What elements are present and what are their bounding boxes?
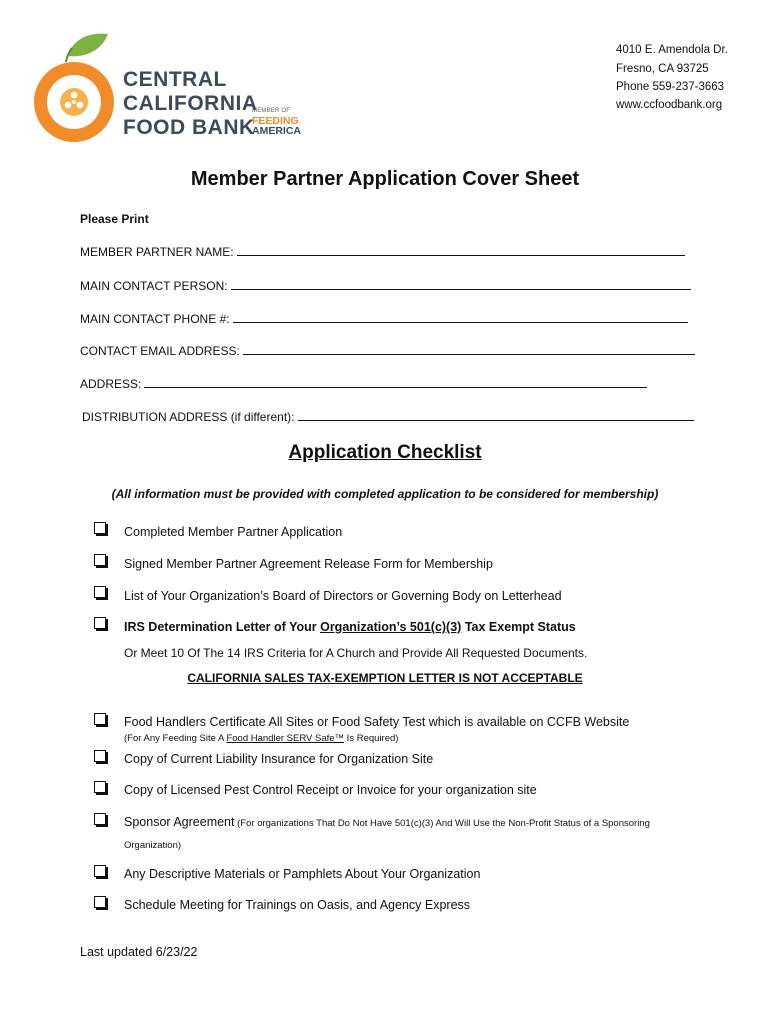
feeding-america-feeding: FEEDING: [252, 115, 299, 127]
sponsor-agreement-label: Sponsor Agreement: [124, 815, 235, 829]
checkbox-icon[interactable]: [94, 617, 106, 629]
irs-text-c: Tax Exempt Status: [461, 620, 576, 634]
food-handler-note-a: (For Any Feeding Site A: [124, 733, 227, 744]
food-handler-note: [124, 733, 398, 744]
address-web: www.ccfoodbank.org: [616, 99, 723, 111]
california-tax-note: CALIFORNIA SALES TAX-EXEMPTION LETTER IS NOT ACCEPTABLE: [187, 671, 583, 685]
checkbox-icon[interactable]: [94, 713, 106, 725]
address-line[interactable]: [144, 376, 647, 388]
checklist-item-irs: [124, 620, 576, 634]
main-contact-person-field: [80, 278, 691, 293]
irs-text-a: IRS Determination Letter of Your: [124, 620, 321, 634]
address-street: 4010 E. Amendola Dr.: [616, 44, 728, 56]
irs-text-b: Organization’s 501(c)(3): [320, 620, 462, 634]
address-city: Fresno, CA 93725: [616, 63, 709, 75]
checklist-item-sponsor: [124, 815, 650, 829]
sponsor-note: (For organizations That Do Not Have 501(c)(3) And Will Use the Non-Profit Status of a Sponsoring: [234, 818, 650, 829]
please-print-label: Please Print: [80, 212, 149, 226]
checklist-item-board: List of Your Organization’s Board of Directors or Governing Body on Letterhead: [124, 589, 562, 603]
main-contact-phone-line[interactable]: [233, 311, 688, 323]
checkbox-icon[interactable]: [94, 813, 106, 825]
checkbox-icon[interactable]: [94, 865, 106, 877]
sponsor-note-continued: Organization): [124, 840, 182, 851]
field-label: CONTACT EMAIL ADDRESS:: [80, 344, 240, 358]
feeding-america-america: AMERICA: [252, 125, 301, 137]
field-label: MAIN CONTACT PERSON:: [80, 279, 228, 293]
checklist-item-food-handlers: Food Handlers Certificate All Sites or Food Safety Test which is available on CCFB Website: [124, 715, 630, 729]
checklist-item-agreement: Signed Member Partner Agreement Release Form for Membership: [124, 557, 493, 571]
page-title: Member Partner Application Cover Sheet: [190, 168, 580, 190]
address-field: [80, 376, 647, 391]
checklist-note: (All information must be provided with completed application to be considered for membership): [111, 487, 659, 501]
main-contact-person-line[interactable]: [231, 278, 691, 290]
checklist-title: Application Checklist: [288, 442, 482, 463]
contact-email-field: [80, 343, 695, 358]
checklist-item-insurance: Copy of Current Liability Insurance for Organization Site: [124, 752, 434, 766]
logo-text-central: CENTRAL: [123, 68, 227, 91]
food-handler-note-c: Is Required): [344, 733, 399, 744]
distribution-address-field: [82, 409, 694, 424]
main-contact-phone-field: [80, 311, 688, 326]
member-partner-name-field: [80, 244, 685, 259]
checkbox-icon[interactable]: [94, 781, 106, 793]
field-label: DISTRIBUTION ADDRESS (if different):: [82, 410, 295, 424]
checkbox-icon[interactable]: [94, 554, 106, 566]
last-updated: Last updated 6/23/22: [80, 945, 198, 959]
checkbox-icon[interactable]: [94, 896, 106, 908]
address-phone: Phone 559-237-3663: [616, 81, 725, 93]
member-partner-name-line[interactable]: [237, 244, 685, 256]
checklist-item-materials: Any Descriptive Materials or Pamphlets About Your Organization: [124, 867, 481, 881]
field-label: ADDRESS:: [80, 377, 142, 391]
irs-criteria-note: Or Meet 10 Of The 14 IRS Criteria for A Church and Provide All Requested Documents.: [124, 646, 588, 660]
field-label: MEMBER PARTNER NAME:: [80, 245, 234, 259]
orange-logo-icon: [28, 28, 118, 148]
checkbox-icon[interactable]: [94, 522, 106, 534]
distribution-address-line[interactable]: [298, 409, 694, 421]
logo-text-food-bank: FOOD BANK: [123, 116, 255, 139]
checklist-item-pest-control: Copy of Licensed Pest Control Receipt or Invoice for your organization site: [124, 783, 537, 797]
checkbox-icon[interactable]: [94, 586, 106, 598]
contact-email-line[interactable]: [243, 343, 695, 355]
checklist-item-training: Schedule Meeting for Trainings on Oasis, and Agency Express: [124, 898, 471, 912]
field-label: MAIN CONTACT PHONE #:: [80, 312, 230, 326]
checkbox-icon[interactable]: [94, 750, 106, 762]
checklist-item-application: Completed Member Partner Application: [124, 525, 343, 539]
feeding-america-member-of: MEMBER OF: [252, 108, 291, 114]
logo-text-california: CALIFORNIA: [123, 92, 258, 115]
food-handler-note-b: Food Handler SERV Safe™: [226, 733, 345, 744]
